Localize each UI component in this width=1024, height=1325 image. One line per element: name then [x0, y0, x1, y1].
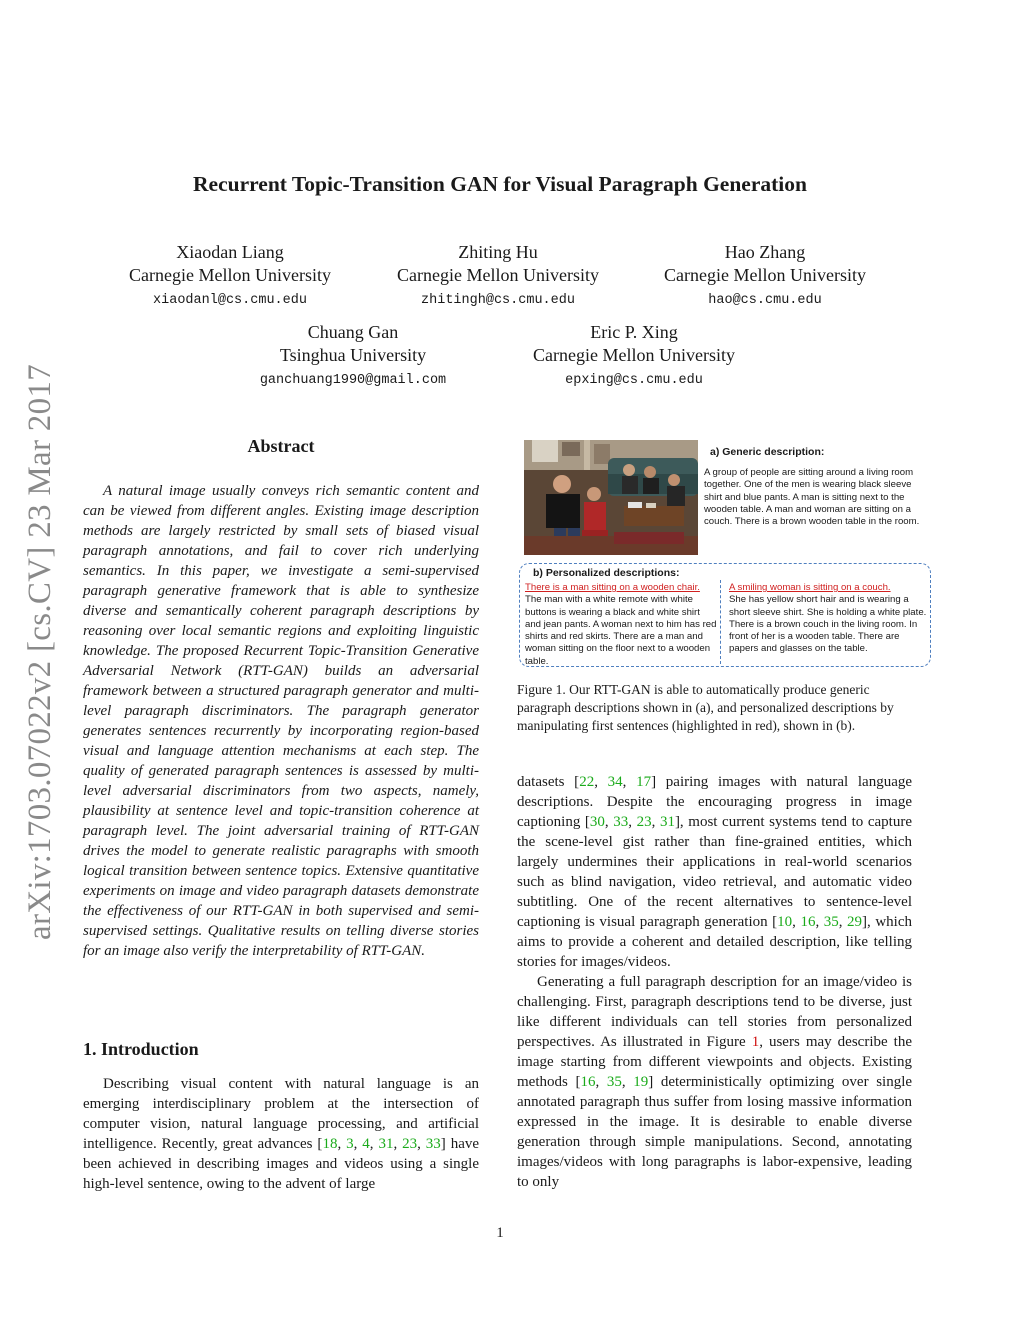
arxiv-stamp: arXiv:1703.07022v2 [cs.CV] 23 Mar 2017	[22, 364, 58, 940]
page-number: 1	[496, 1225, 504, 1241]
citation-link[interactable]: 16	[580, 1074, 596, 1090]
author-block-5	[514, 321, 754, 395]
figure-photo	[524, 440, 698, 555]
citation-link[interactable]: 23	[402, 1136, 418, 1152]
figure-b-divider	[720, 580, 721, 664]
author-affiliation: Carnegie Mellon University	[664, 265, 866, 285]
author-affiliation: Carnegie Mellon University	[533, 345, 735, 365]
figure-b-title: b) Personalized descriptions:	[533, 567, 680, 579]
author-name: Xiaodan Liang	[176, 242, 284, 262]
citation-link[interactable]: 33	[613, 814, 629, 830]
author-name: Eric P. Xing	[590, 322, 678, 342]
living-room-photo	[524, 440, 698, 555]
author-email: epxing@cs.cmu.edu	[565, 373, 703, 388]
author-email: hao@cs.cmu.edu	[708, 293, 822, 308]
citation-link[interactable]: 10	[777, 914, 793, 930]
author-block-2	[378, 241, 618, 315]
author-email: zhitingh@cs.cmu.edu	[421, 293, 575, 308]
citation-link[interactable]: 17	[636, 774, 652, 790]
figure-caption: Figure 1. Our RTT-GAN is able to automatically produce generic paragraph descriptions shown in (a), and personalized descriptions by manipulating first sentences (highlighted in red), shown in (b).	[517, 682, 894, 733]
citation-link[interactable]: 19	[633, 1074, 649, 1090]
section-heading: 1. Introduction	[83, 1039, 199, 1059]
author-affiliation: Tsinghua University	[279, 345, 427, 365]
paper-title: Recurrent Topic-Transition GAN for Visual Paragraph Generation	[193, 172, 807, 196]
citation-link[interactable]: 33	[425, 1136, 441, 1152]
author-name: Zhiting Hu	[458, 242, 538, 262]
author-affiliation: Carnegie Mellon University	[397, 265, 599, 285]
citation-link[interactable]: 4	[362, 1136, 370, 1152]
figure-b-left-description: There is a man sitting on a wooden chair. The man with a white remote with white buttons is wearing a black and white shirt and jean pants. A woman next to him has red shirts and red skirts. There are a man and woman sitting on the floor next to a wooden table.	[525, 582, 717, 667]
intro-paragraph-1: Describing visual content with natural language is an emerging interdisciplinary problem at the intersection of computer vision, natural language processing, and artificial intelligence. Recently, great advances [18, 3, 4, 31, 23, 33] have been achieved in describing images and videos using a single high-level sentence, owing to the advent of large	[83, 1076, 480, 1192]
author-block-4	[222, 321, 484, 395]
citation-link[interactable]: 35	[823, 914, 839, 930]
author-email: xiaodanl@cs.cmu.edu	[153, 293, 307, 308]
citation-link[interactable]: 16	[800, 914, 816, 930]
citation-link[interactable]: 35	[606, 1074, 622, 1090]
citation-link[interactable]: 31	[659, 814, 675, 830]
author-name: Chuang Gan	[307, 322, 399, 342]
figure-a-description: A group of people are sitting around a living room together. One of the men is wearing black sleeve shirt and blue pants. A man is sitting next to the wooden table. A man and woman are sitting on a couch. There is a brown wooden table in the room.	[704, 467, 920, 528]
author-block-1	[110, 241, 350, 315]
right-column-text	[517, 772, 912, 1192]
intro-paragraph-1-cont: datasets [22, 34, 17] pairing images with natural language descriptions. Despite the encouraging progress in image captioning [30, 33, 23, 31], most current systems tend to capture the scene-level gist rather than fine-grained entities, which largely undermines their applications in real-world scenarios such as blind navigation, video retrieval, and automatic video subtitling. One of the recent alternatives to sentence-level captioning is visual paragraph generation [10, 16, 35, 29], which aims to provide a coherent and detailed description, like telling stories for images/videos.	[517, 774, 913, 970]
highlighted-first-sentence: A smiling woman is sitting on a couch.	[729, 582, 891, 593]
abstract-heading: Abstract	[247, 436, 315, 456]
abstract-text: A natural image usually conveys rich semantic content and can be viewed from different angles. Existing image description methods are largely restricted by small sets of biased visual paragraph annotations, and fail to cover rich underlying semantics. In this paper, we investigate a semi-supervised paragraph generative framework that is able to synthesize diverse and semantically coherent paragraph descriptions by reasoning over local semantic regions and exploiting linguistic knowledge. The proposed Recurrent Topic-Transition Generative Adversarial Network (RTT-GAN) builds an adversarial framework between a structured paragraph generator and multi-level paragraph discriminators. The paragraph generator generates sentences recurrently by incorporating region-based visual and language attention mechanisms at each step. The quality of generated paragraph sentences is assessed by multi-level adversarial discriminators from two aspects, namely, plausibility at sentence level and topic-transition coherence at paragraph level. The joint adversarial training of RTT-GAN drives the model to generate realistic paragraphs with smooth logical transition between sentence topics. Extensive quantitative experiments on image and video paragraph datasets demonstrate the effectiveness of our RTT-GAN in both supervised and semi-supervised settings. Qualitative results on telling diverse stories for an image also verify the interpretability of RTT-GAN.	[83, 483, 479, 959]
author-name: Hao Zhang	[724, 242, 806, 262]
citation-link[interactable]: 30	[589, 814, 605, 830]
citation-link[interactable]: 34	[607, 774, 623, 790]
author-block-3	[645, 241, 885, 315]
figure-reference-link[interactable]: 1	[751, 1034, 760, 1050]
author-email: ganchuang1990@gmail.com	[259, 373, 447, 388]
figure-b-right-description: A smiling woman is sitting on a couch. She has yellow short hair and is wearing a short sleeve shirt. She is holding a white plate. There is a brown couch in the living room. In front of her is a wooden table. There are papers and glasses on the table.	[729, 582, 927, 655]
highlighted-first-sentence: There is a man sitting on a wooden chair.	[525, 582, 700, 593]
author-affiliation: Carnegie Mellon University	[129, 265, 331, 285]
citation-link[interactable]: 18	[322, 1136, 338, 1152]
figure-a-title: a) Generic description:	[710, 446, 825, 458]
citation-link[interactable]: 29	[847, 914, 863, 930]
citation-link[interactable]: 31	[378, 1136, 394, 1152]
citation-link[interactable]: 22	[579, 774, 595, 790]
intro-paragraph-2: Generating a full paragraph description for an image/video is challenging. First, paragraph descriptions tend to be diverse, just like different individuals can tell stories from personalized perspectives. As illustrated in Figure 1, users may describe the image starting from different viewpoints and objects. Existing methods [16, 35, 19] deterministically optimizing over single annotated paragraph thus suffer from losing massive information expressed in the image. It is desirable to enable diverse generation through simple manipulations. Second, annotating images/videos with long paragraphs is labor-expensive, leading to only	[517, 974, 913, 1190]
citation-link[interactable]: 23	[636, 814, 652, 830]
citation-link[interactable]: 3	[346, 1136, 354, 1152]
